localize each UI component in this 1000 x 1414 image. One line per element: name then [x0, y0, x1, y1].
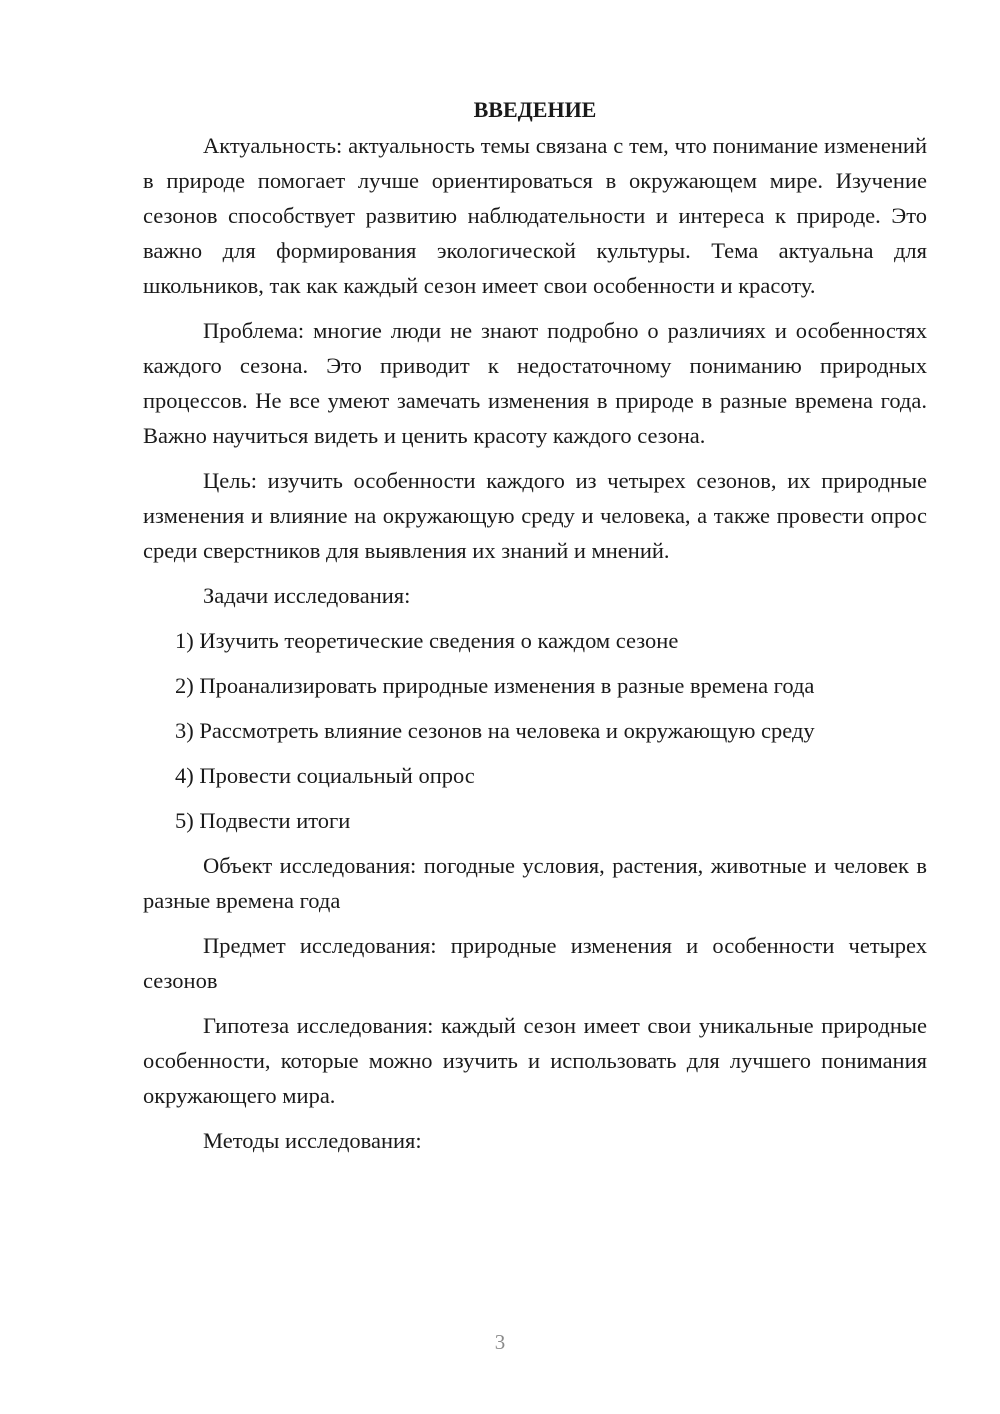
goal-paragraph: Цель: изучить особенности каждого из четырех сезонов, их природные изменения и влияние на окружающую среду и человека, а также провести опрос среди сверстников для выявления их знаний и мнений. — [143, 468, 927, 563]
tasks-heading: Задачи исследования: — [203, 583, 411, 608]
task-item: 1) Изучить теоретические сведения о каждом сезоне — [175, 628, 679, 653]
subject-paragraph: Предмет исследования: природные изменения и особенности четырех сезонов — [143, 933, 927, 993]
task-item: 2) Проанализировать природные изменения в разные времена года — [175, 673, 815, 698]
methods-heading: Методы исследования: — [203, 1128, 422, 1153]
object-paragraph: Объект исследования: погодные условия, растения, животные и человек в разные времена года — [143, 853, 927, 913]
task-item: 3) Рассмотреть влияние сезонов на человека и окружающую среду — [175, 718, 815, 743]
problem-paragraph: Проблема: многие люди не знают подробно о различиях и особенностях каждого сезона. Это приводит к недостаточному пониманию природных процессов. Не все умеют замечать изменения в природе в разные времена года. Важно научиться видеть и ценить красоту каждого сезона. — [143, 318, 927, 448]
hypothesis-paragraph: Гипотеза исследования: каждый сезон имеет свои уникальные природные особенности, которые можно изучить и использовать для лучшего понимания окружающего мира. — [143, 1013, 927, 1108]
task-item: 5) Подвести итоги — [175, 808, 351, 833]
tasks-list — [143, 623, 927, 838]
section-title: ВВЕДЕНИЕ — [473, 97, 597, 122]
relevance-paragraph: Актуальность: актуальность темы связана с тем, что понимание изменений в природе помогает лучше ориентироваться в окружающем мире. Изучение сезонов способствует развитию наблюдательности и интереса к природе. Это важно для формирования экологической культуры. Тема актуальна для школьников, так как каждый сезон имеет свои особенности и красоту. — [143, 133, 927, 298]
page-number: 3 — [494, 1330, 506, 1354]
task-item: 4) Провести социальный опрос — [175, 763, 475, 788]
page-content — [143, 92, 927, 1168]
